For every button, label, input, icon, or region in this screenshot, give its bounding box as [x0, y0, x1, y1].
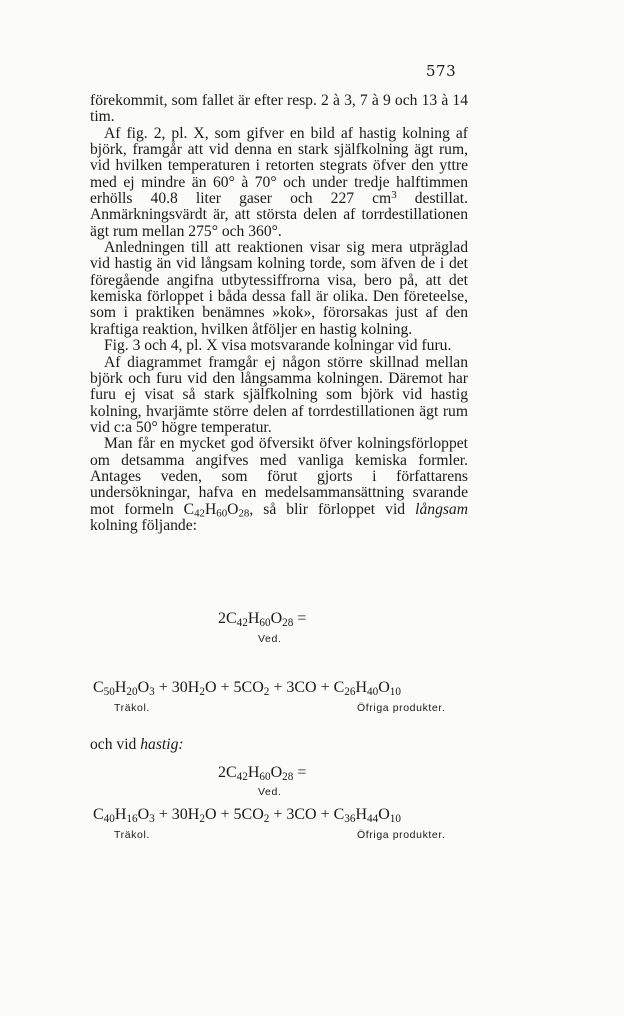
- subscript: 26: [344, 685, 356, 698]
- text-run: Anledningen till att reaktionen visar sig mera utpräglad vid hastig än vid långsam kolning torde, som äfven de i det föregående angifna utbytessiffrorna visa, bero på, att det kemiska förloppet i båda dessa fall är olika. Den företeelse, som i praktiken benämnes »kok», förorsakas just af den kraftiga reaktion, hvilken åtföljer en hastig kolning.: [90, 239, 468, 338]
- subscript: 44: [367, 812, 379, 825]
- text-run: O: [137, 679, 150, 696]
- text-run: C: [93, 679, 104, 696]
- paragraph: [90, 355, 468, 437]
- text-run: O + 5CO: [204, 679, 264, 696]
- paragraph: [90, 126, 468, 240]
- subscript: 28: [282, 616, 294, 629]
- equation-2-ofriga-label: Öfriga produkter.: [357, 829, 446, 841]
- hastig-word: hastig:: [140, 736, 184, 753]
- equation-2-trakol-label: Träkol.: [114, 829, 150, 841]
- text-run: Fig. 3 och 4, pl. X visa motsvarande kolningar vid furu.: [104, 337, 452, 355]
- subscript: 40: [367, 685, 379, 698]
- subscript: 42: [194, 507, 205, 520]
- subscript: 50: [103, 685, 115, 698]
- subscript: 20: [126, 685, 138, 698]
- text-run: C: [93, 806, 104, 823]
- subscript: 10: [389, 685, 401, 698]
- text-run: + 3CO + C: [269, 679, 345, 696]
- text-run: H: [114, 806, 127, 823]
- equation-2-ved-label: Ved.: [258, 786, 282, 798]
- text-run: + 3CO + C: [269, 806, 345, 823]
- equation-1-lhs: [218, 610, 306, 628]
- text-run: O: [137, 806, 150, 823]
- text-run: 2C: [218, 610, 237, 627]
- text-run: 2C: [218, 764, 237, 781]
- body-text: [90, 93, 468, 534]
- subscript: 3: [149, 812, 155, 825]
- text-run: O: [270, 764, 283, 781]
- text-run: O: [227, 500, 239, 518]
- equation-1-trakol-label: Träkol.: [114, 702, 150, 714]
- subscript: 2: [263, 685, 270, 698]
- subscript: 2: [199, 685, 205, 698]
- paragraph: [90, 436, 468, 534]
- text-run: + 30H: [154, 679, 200, 696]
- page-number: 573: [426, 62, 457, 80]
- text-run: O: [378, 679, 390, 696]
- text-run: kolning följande:: [90, 516, 197, 534]
- text-run: O: [270, 610, 283, 627]
- equation-1-rhs: [93, 679, 401, 697]
- text-run: O: [378, 806, 390, 823]
- text-run: förekommit, som fallet är efter resp. 2 à 3, 7 à 9 och 13 à 14 tim.: [90, 92, 468, 126]
- paragraph: [90, 93, 468, 126]
- subscript: 2: [199, 812, 205, 825]
- text-run: H: [205, 500, 217, 518]
- subscript: 28: [238, 507, 250, 520]
- paragraph: [90, 338, 468, 354]
- equation-2-lhs: [218, 764, 306, 782]
- subscript: 10: [389, 812, 401, 825]
- subscript: 2: [263, 812, 270, 825]
- text-run: destillat. Anmärkningsvärdt är, att största delen af torrdestillationen ägt rum mellan 275° och 360°.: [90, 190, 468, 240]
- subscript: 42: [236, 616, 248, 629]
- subscript: 16: [126, 812, 138, 825]
- text-run: + 30H: [154, 806, 200, 823]
- superscript: 3: [391, 189, 397, 202]
- text-run: H: [247, 764, 260, 781]
- text-run: O + 5CO: [204, 806, 264, 823]
- text-run: H: [247, 610, 260, 627]
- och-vid-hastig: [90, 736, 184, 754]
- text-run: Man får en mycket god öfversikt öfver kolningsförloppet om detsamma angifves med vanliga kemiska formler. Antages veden, som förut gjorts i författarens undersökningar, hafva en medelsammansättning svarande mot formeln C: [90, 435, 468, 518]
- subscript: 40: [103, 812, 115, 825]
- subscript: 36: [344, 812, 356, 825]
- subscript: 60: [259, 616, 271, 629]
- subscript: 3: [149, 685, 155, 698]
- equation-1-ved-label: Ved.: [258, 633, 282, 645]
- italic-text: långsam: [415, 500, 468, 518]
- paragraph: [90, 240, 468, 338]
- text-run: Af diagrammet framgår ej någon större skillnad mellan björk och furu vid den långsamma kolningen. Däremot har furu ej visat så stark själfkolning som björk vid hastig kolning, hvarjämte större delen af torrdestillationen ägt rum vid c:a 50° högre temperatur.: [90, 353, 468, 436]
- subscript: 60: [259, 770, 271, 783]
- equation-1-ofriga-label: Öfriga produkter.: [357, 702, 446, 714]
- text-run: H: [355, 679, 368, 696]
- subscript: 60: [216, 507, 228, 520]
- och-vid-text: och vid: [90, 736, 141, 753]
- text-run: H: [114, 679, 127, 696]
- text-run: , så blir förloppet vid: [249, 500, 416, 518]
- subscript: 28: [282, 770, 294, 783]
- subscript: 42: [236, 770, 248, 783]
- text-run: =: [293, 764, 307, 781]
- text-run: Af fig. 2, pl. X, som gifver en bild af hastig kolning af björk, framgår att vid denna en stark själfkolning ägt rum, vid hvilken temperaturen i retorten stegrats öfver den yttre med ej mindre än 60° à 70° och under tredje halftimmen erhölls 40.8 liter gaser och 227 cm: [90, 124, 468, 208]
- text-run: =: [293, 610, 307, 627]
- equation-2-rhs: [93, 806, 401, 824]
- text-run: H: [355, 806, 368, 823]
